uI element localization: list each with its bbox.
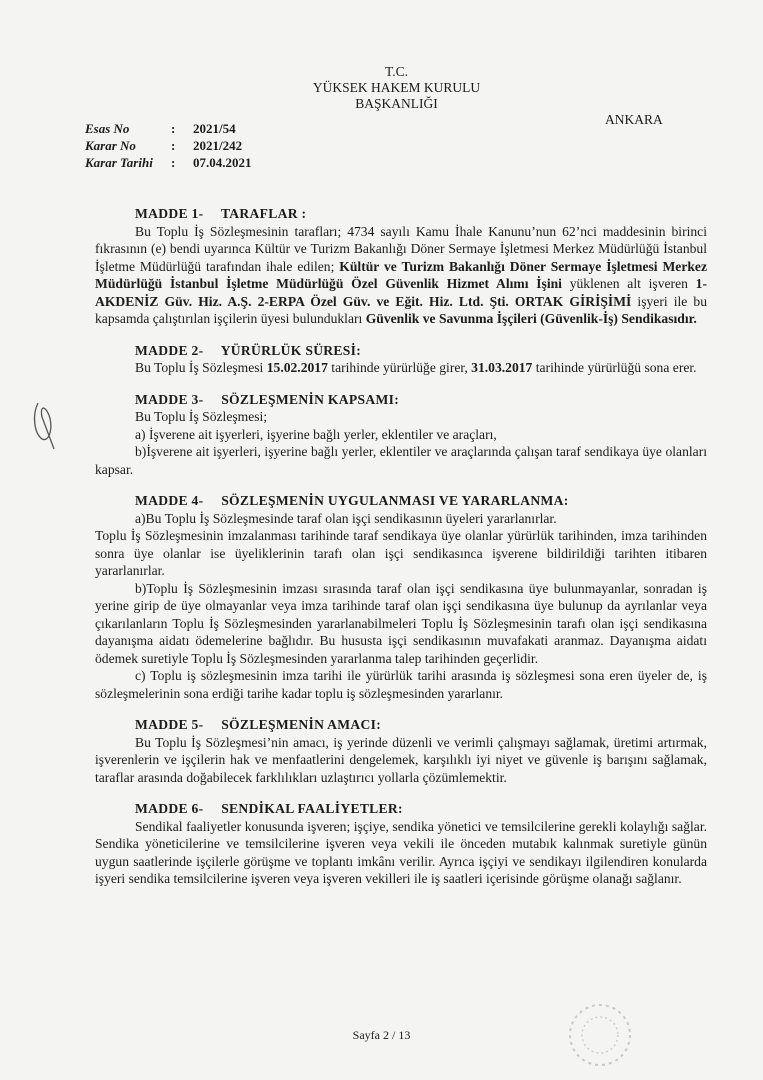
text-run: tarihinde yürürlüğe girer, <box>327 360 472 375</box>
article-heading: SENDİKAL FAALİYETLER: <box>221 801 403 816</box>
text-run-bold: Kültür ve Turizm Bakanlığı Döner Sermaye İşletmesi Merkez Müdürlüğü İstanbul İşletme Müdürlüğü Özel Güvenlik Hizmet Alımı İşini <box>95 258 707 291</box>
article-number: MADDE 2- <box>135 342 204 358</box>
article-4 <box>95 492 707 702</box>
article-number: MADDE 1- <box>135 206 204 221</box>
article-5 <box>95 716 707 786</box>
article-title <box>135 391 707 409</box>
article-paragraph: a) İşverene ait işyerleri, işyerine bağlı yerler, eklentiler ve araçları, <box>135 426 497 442</box>
article-2 <box>95 342 707 377</box>
article-title <box>135 800 707 818</box>
text-run: yüklenen alt işveren <box>561 276 696 291</box>
article-number: MADDE 3- <box>135 391 204 407</box>
article-heading: SÖZLEŞMENİN UYGULANMASI VE YARARLANMA: <box>221 493 569 508</box>
text-run: Bu Toplu İş Sözleşmesi <box>135 360 267 375</box>
article-6 <box>95 800 707 888</box>
article-paragraph: Sendikal faaliyetler konusunda işveren; işçiye, sendika yönetici ve temsilcilerine gerekli kolaylığı sağlar. Sendika yöneticilerine ve temsilcilerine işveren veya vekili ile önceden mutabık kalınmak suretiyle günün uygun saatlerinde işçilerle görüşme ve toplantı imkânı verilir. Ayrıca işçiyi ve sendikayı ilgilendiren konularda işyeri sendika temsilcilerine işveren veya işveren vekilleri ile iş saatleri içerisinde görüşme olanağı sağlanır. <box>95 818 707 886</box>
case-meta <box>85 120 252 171</box>
text-run-bold: 1-AKDENİZ Güv. Hiz. A.Ş. 2-ERPA Özel Güv. ve Eğit. Hiz. Ltd. Şti. ORTAK GİRİŞİMİ <box>95 276 707 309</box>
article-title <box>135 716 707 734</box>
article-heading: SÖZLEŞMENİN KAPSAMI: <box>221 391 400 407</box>
article-heading: YÜRÜRLÜK SÜRESİ: <box>220 342 362 358</box>
article-title <box>135 492 707 510</box>
text-run: Bu Toplu İş Sözleşmesinin tarafları; 4734 sayılı Kamu İhale Kanunu’nun 62’nci maddesinin birinci fıkrasının (e) bendi uyarınca Kültür ve Turizm Bakanlığı Döner Sermaye İşletmesi Merkez Müdürlüğü İstanbul İşletme Müdürlüğü tarafından ihale edilen; <box>95 223 707 274</box>
meta-value: 2021/54 <box>193 121 236 136</box>
handwritten-mark-icon <box>30 395 60 455</box>
meta-row <box>85 120 252 137</box>
meta-value: 2021/242 <box>193 138 243 153</box>
article-paragraph: a)Bu Toplu İş Sözleşmesinde taraf olan işçi sendikasının üyeleri yararlanırlar. <box>135 510 557 526</box>
article-paragraph: b)İşverene ait işyerleri, işyerine bağlı yerler, eklentiler ve araçlarında çalışan taraf sendikaya üye olanları kapsar. <box>95 444 707 477</box>
article-heading: TARAFLAR : <box>220 206 307 221</box>
article-heading: SÖZLEŞMENİN AMACI: <box>221 717 382 732</box>
header-line-3: BAŞKANLIĞI <box>355 96 438 111</box>
article-paragraph: b)Toplu İş Sözleşmesinin imzası sırasında taraf olan işçi sendikasına üye bulunmayanlar, sonradan iş yerine girip de üye olmayanlar veya imza tarihinde taraf olan işçi sendikasına üye bulunup da ayrılanlar veya çıkarılanların Toplu İş Sözleşmesinden yararlanabilmeleri Toplu İş Sözleşmesinin tarafı olan işçi sendikasına dayanışma aidatı ödemelerine bağlıdır. Bu hususta işçi sendikasının muvafakati aranmaz. Dayanışma aidatı ödemek suretiyle Toplu İş Sözleşmesinden yararlanma talep tarihinden geçerlidir. <box>95 580 707 666</box>
text-run-bold: 15.02.2017 <box>266 360 328 375</box>
text-run-bold: 31.03.2017 <box>471 360 533 375</box>
article-paragraph: c) Toplu iş sözleşmesinin imza tarihi ile yürürlük tarihi arasında iş sözleşmesi sona eren üyeler de, iş sözleşmelerinin sona erdiği tarihe kadar toplu iş sözleşmesinden yararlanır. <box>95 668 707 701</box>
article-paragraph <box>95 223 707 328</box>
city-label: ANKARA <box>605 112 663 127</box>
meta-label: Esas No <box>85 121 130 136</box>
text-run: tarihinde yürürlüğü sona erer. <box>532 360 697 375</box>
page-number: Sayfa 2 / 13 <box>352 1028 411 1042</box>
meta-label: Karar No <box>85 138 136 153</box>
document-header <box>0 64 763 112</box>
article-title <box>135 342 707 360</box>
text-run-bold: Güvenlik ve Savunma İşçileri (Güvenlik-İş) Sendikası <box>365 311 678 326</box>
text-run: dır. <box>677 311 697 326</box>
header-line-2: YÜKSEK HAKEM KURULU <box>312 80 481 95</box>
meta-row <box>85 137 252 154</box>
text-run: işyeri ile bu kapsamda çalıştırılan işçilerin üyesi bulundukları <box>95 293 707 326</box>
meta-label: Karar Tarihi <box>85 155 153 170</box>
article-number: MADDE 6- <box>135 801 204 816</box>
meta-row <box>85 154 252 171</box>
article-3 <box>95 391 707 479</box>
article-number: MADDE 5- <box>135 717 204 732</box>
document-body <box>95 205 707 902</box>
article-1 <box>95 205 707 328</box>
meta-separator: : <box>171 138 176 153</box>
header-line-1: T.C. <box>385 64 408 79</box>
meta-separator: : <box>171 121 176 136</box>
article-paragraph <box>95 359 707 377</box>
article-paragraph: Toplu İş Sözleşmesinin imzalanması tarihinde taraf sendikaya üye olanlar yürürlük tarihinden, imza tarihinden sonra üye olanlar ise üyeliklerinin tarafı olan işçi sendikasınca işverene bildirildiği tarihten itibaren yararlanırlar. <box>95 528 707 578</box>
meta-value: 07.04.2021 <box>193 155 252 170</box>
article-paragraph: Bu Toplu İş Sözleşmesi’nin amacı, iş yerinde düzenli ve verimli çalışmayı sağlamak, üretimi artırmak, işverenlerin ve işçilerin hak ve menfaatlerini dengelemek, karşılıklı iyi niyet ve güvenle iş barışını sağlamak, taraflar arasında doğabilecek farklılıkları uzlaştırıcı yollarla çözümlemektir. <box>95 734 707 785</box>
article-paragraph: Bu Toplu İş Sözleşmesi; <box>135 409 268 424</box>
article-title <box>135 205 707 223</box>
article-number: MADDE 4- <box>135 493 204 508</box>
meta-separator: : <box>171 155 176 170</box>
